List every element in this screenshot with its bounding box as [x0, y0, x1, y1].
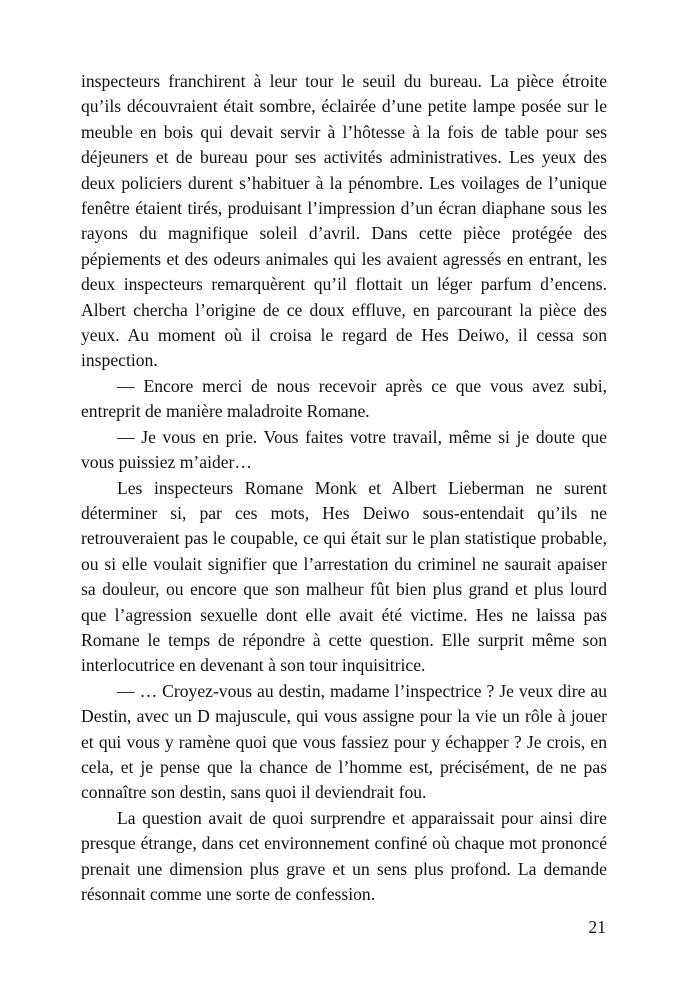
paragraph-narration-question: La question avait de quoi surprendre et apparaissait pour ainsi dire presque étrange, dans cet environnement confiné où chaque mot prononcé prenait une dimension plus grave et un sens plus profond. La demande résonnait comme une sorte de confession.	[81, 807, 607, 904]
paragraph-dialogue-destiny: — … Croyez-vous au destin, madame l’inspectrice ? Je veux dire au Destin, avec un D majuscule, qui vous assigne pour la vie un rôle à jouer et qui vous y ramène quoi que vous fassiez pour y échapper ? Je crois, en cela, et je pense que la chance de l’homme est, précisément, de ne pas connaître son destin, sans quoi il deviendrait fou.	[81, 680, 607, 803]
paragraph-dialogue-hes: — Je vous en prie. Vous faites votre travail, même si je doute que vous puissiez m’aider…	[81, 426, 607, 473]
paragraph-continuation: inspecteurs franchirent à leur tour le seuil du bureau. La pièce étroite qu’ils découvraient était sombre, éclairée d’une petite lampe posée sur le meuble en bois qui devait servir à l’hôtesse à la fois de table pour ses déjeuners et de bureau pour ses activités administratives. Les yeux des deux policiers durent s’habituer à la pénombre. Les voilages de l’unique fenêtre étaient tirés, produisant l’impression d’un écran diaphane sous les rayons du magnifique soleil d’avril. Dans cette pièce protégée des pépiements et des odeurs animales qui les avaient agressés en entrant, les deux inspecteurs remarquèrent qu’il flottait un léger parfum d’encens. Albert chercha l’origine de ce doux effluve, en parcourant la pièce des yeux. Au moment où il croisa le regard de Hes Deiwo, il cessa son inspection.	[81, 71, 607, 371]
page-number: 21	[588, 917, 606, 937]
paragraph-dialogue-romane: — Encore merci de nous recevoir après ce que vous avez subi, entreprit de manière maladroite Romane.	[81, 375, 607, 422]
page-body	[81, 69, 607, 907]
paragraph-narration-inspectors: Les inspecteurs Romane Monk et Albert Lieberman ne surent déterminer si, par ces mots, Hes Deiwo sous-entendait qu’ils ne retrouveraient pas le coupable, ce qui était sur le plan statistique probable, ou si elle voulait signifier que l’arrestation du criminel ne saurait apaiser sa douleur, ou encore que son malheur fût bien plus grand et plus lourd que l’agression sexuelle dont elle avait été victime. Hes ne laissa pas Romane le temps de répondre à cette question. Elle surprit même son interlocutrice en devenant à son tour inquisitrice.	[81, 477, 607, 676]
